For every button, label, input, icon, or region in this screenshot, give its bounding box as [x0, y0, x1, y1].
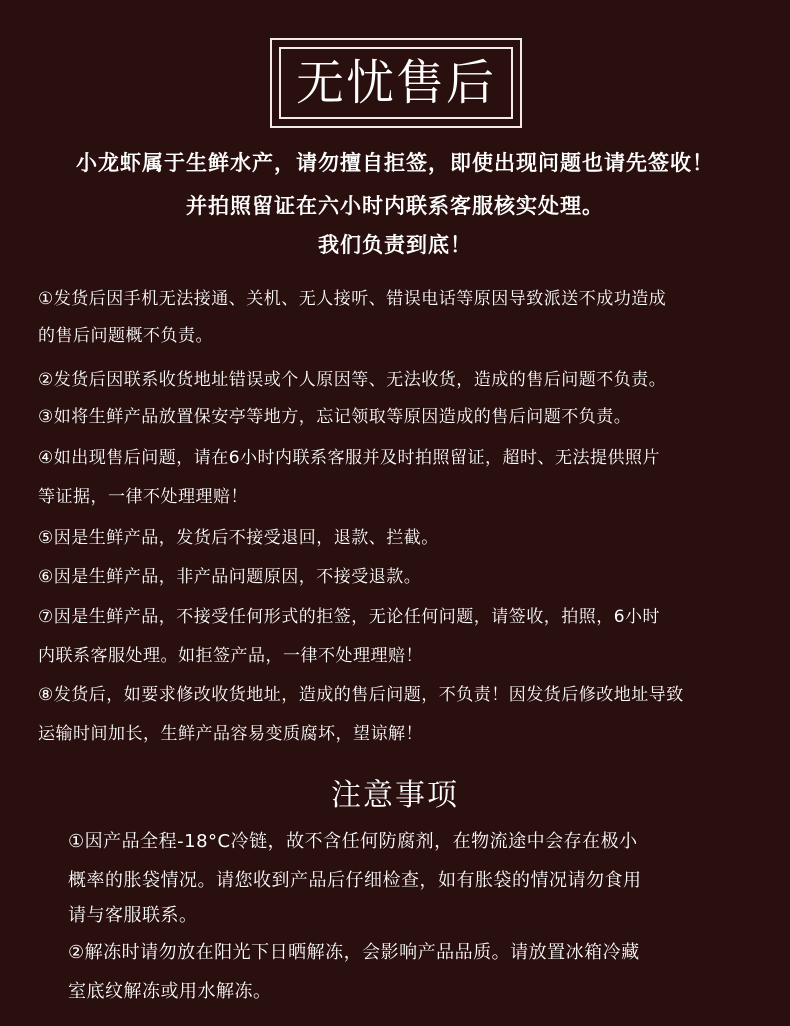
title-inner-border — [279, 47, 513, 119]
notice-title: 注意事项 — [331, 778, 459, 813]
rule-line: ⑦因是生鲜产品，不接受任何形式的拒签，无论任何问题，请签收，拍照，6小时 — [38, 607, 661, 627]
rule-line: ③如将生鲜产品放置保安亭等地方，忘记领取等原因造成的售后问题不负责。 — [38, 407, 632, 427]
title-frame — [270, 38, 522, 128]
notice-line: 室底纹解冻或用水解冻。 — [68, 981, 272, 1002]
headline-line-3: 我们负责到底！ — [318, 233, 472, 257]
rule-line: ①发货后因手机无法接通、关机、无人接听、错误电话等原因导致派送不成功造成 — [38, 289, 667, 309]
rule-line: 运输时间加长，生鲜产品容易变质腐坏，望谅解！ — [38, 724, 423, 744]
notice-line: 请与客服联系。 — [68, 905, 198, 926]
rule-line: 等证据，一律不处理理赔！ — [38, 487, 248, 507]
page-title: 无忧售后 — [295, 55, 496, 111]
rule-line: ⑧发货后，如要求修改收货地址，造成的售后问题，不负责！因发货后修改地址导致 — [38, 685, 684, 705]
rule-line: ⑤因是生鲜产品，发货后不接受退回，退款、拦截。 — [38, 528, 439, 548]
headline-line-2: 并拍照留证在六小时内联系客服核实处理。 — [186, 194, 604, 218]
headline-line-1: 小龙虾属于生鲜水产，请勿擅自拒签，即使出现问题也请先签收！ — [76, 151, 714, 175]
rule-line: ②发货后因联系收货地址错误或个人原因等、无法收货，造成的售后问题不负责。 — [38, 370, 667, 390]
rule-line: ④如出现售后问题，请在6小时内联系客服并及时拍照留证，超时、无法提供照片 — [38, 448, 661, 468]
notice-line: ②解冻时请勿放在阳光下日晒解冻，会影响产品品质。请放置冰箱冷藏 — [68, 942, 640, 963]
notice-line: ①因产品全程-18°C冷链，故不含任何防腐剂，在物流途中会存在极小 — [68, 831, 638, 852]
rule-line: ⑥因是生鲜产品，非产品问题原因，不接受退款。 — [38, 567, 422, 587]
rule-line: 的售后问题概不负责。 — [38, 326, 213, 346]
notice-line: 概率的胀袋情况。请您收到产品后仔细检查，如有胀袋的情况请勿食用 — [68, 870, 642, 891]
rule-line: 内联系客服处理。如拒签产品，一律不处理理赔！ — [38, 646, 423, 666]
